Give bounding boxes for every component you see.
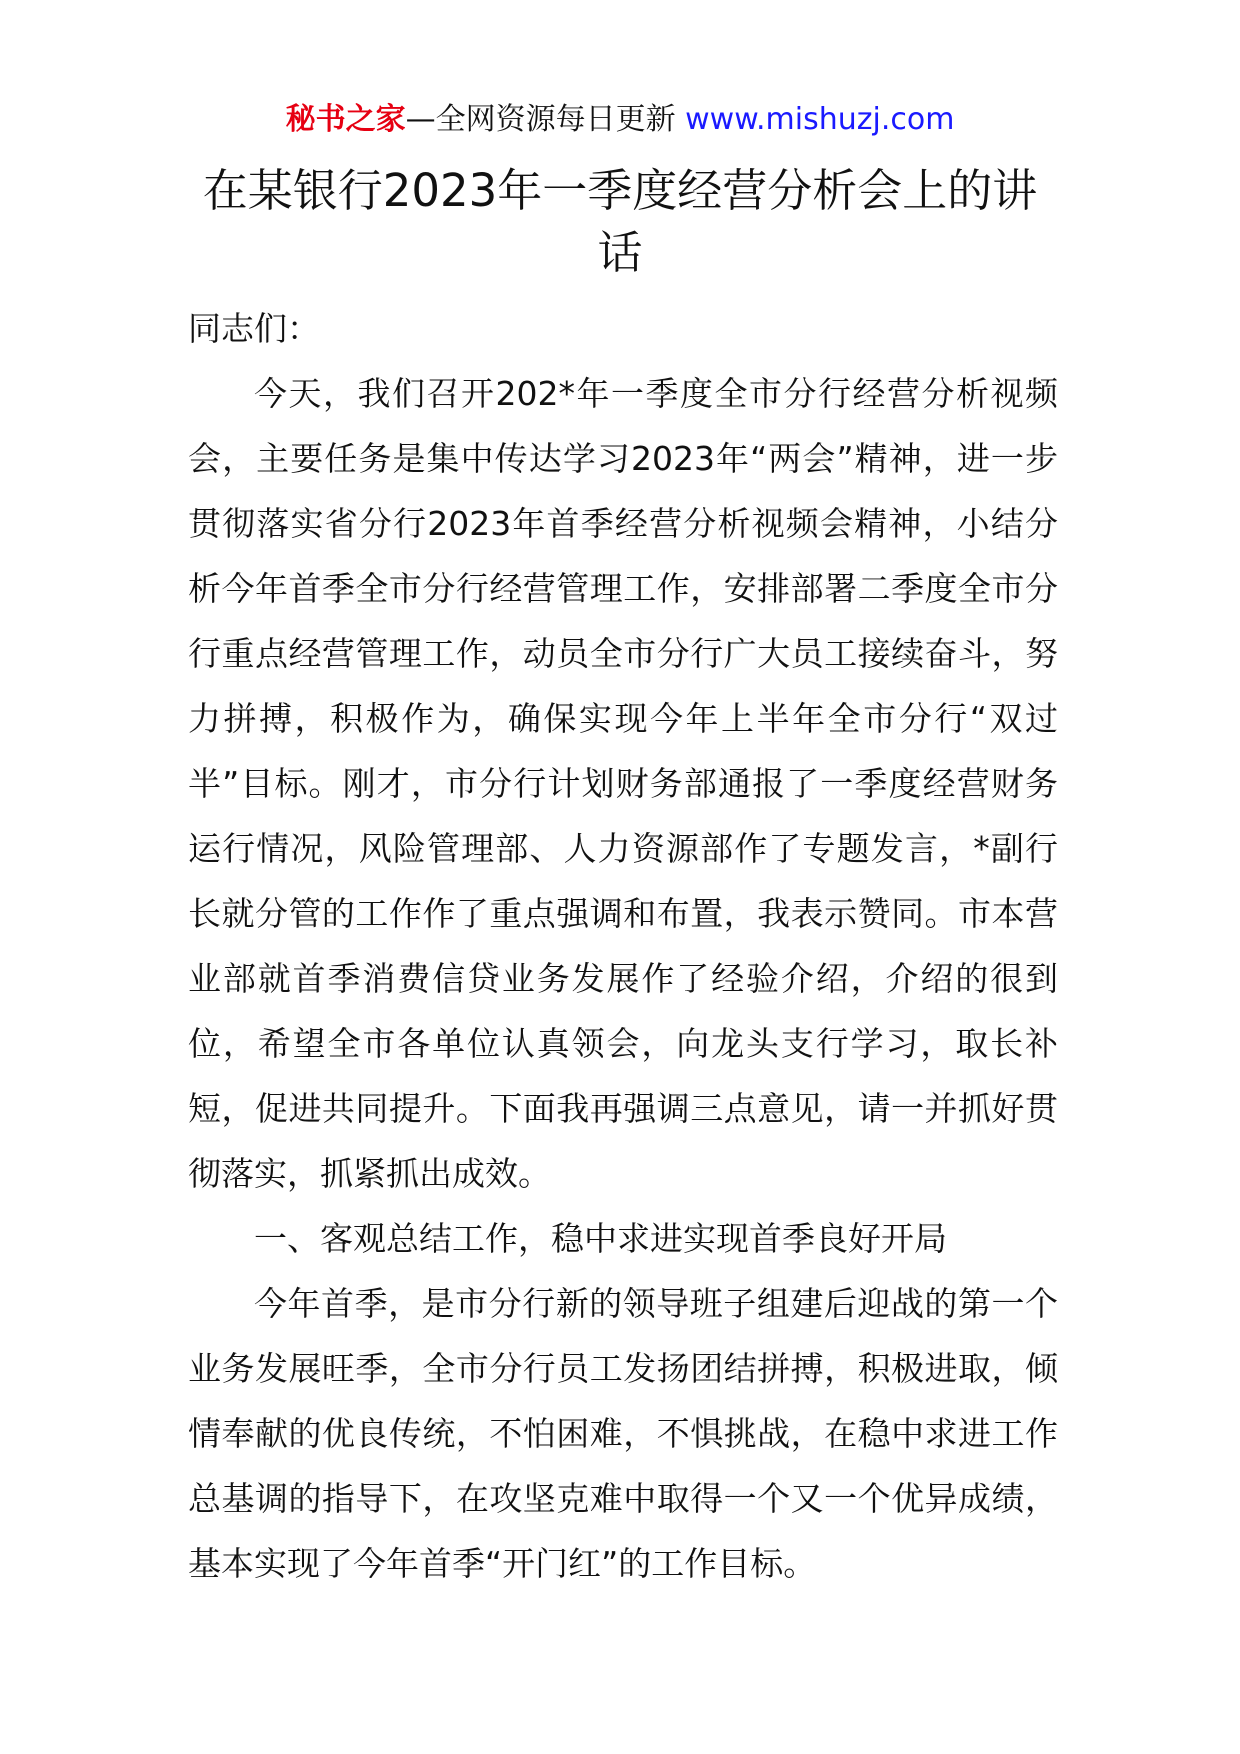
brand-name: 秘书之家: [285, 102, 406, 137]
document-title: 在某银行2023年一季度经营分析会上的讲话: [202, 164, 1038, 279]
paragraph-intro: 今天，我们召开202*年一季度全市分行经营分析视频会，主要任务是集中传达学习2023年“两会”精神，进一步贯彻落实省分行2023年首季经营分析视频会精神，小结分析今年首季全市分行经营管理工作，安排部署二季度全市分行重点经营管理工作，动员全市分行广大员工接续奋斗，努力拼搏，积极作为，确保实现今年上半年全市分行“双过半”目标。刚才，市分行计划财务部通报了一季度经营财务运行情况，风险管理部、人力资源部作了专题发言，*副行长就分管的工作作了重点强调和布置，我表示赞同。市本营业部就首季消费信贷业务发展作了经验介绍，介绍的很到位，希望全市各单位认真领会，向龙头支行学习，取长补短，促进共同提升。下面我再强调三点意见，请一并抓好贯彻落实，抓紧抓出成效。: [188, 374, 1058, 1193]
document-body: [188, 296, 1058, 1596]
site-header: [0, 98, 1240, 142]
site-url-link[interactable]: www.mishuzj.com: [685, 102, 955, 137]
header-slogan: —全网资源每日更新: [405, 102, 686, 137]
paragraph-section-1: 今年首季，是市分行新的领导班子组建后迎战的第一个业务发展旺季，全市分行员工发扬团结拼搏，积极进取，倾情奉献的优良传统，不怕困难，不惧挑战，在稳中求进工作总基调的指导下，在攻坚克难中取得一个又一个优异成绩，基本实现了今年首季“开门红”的工作目标。: [188, 1284, 1058, 1583]
salutation: 同志们：: [188, 309, 320, 348]
section-heading-1: 一、客观总结工作，稳中求进实现首季良好开局: [254, 1219, 947, 1258]
